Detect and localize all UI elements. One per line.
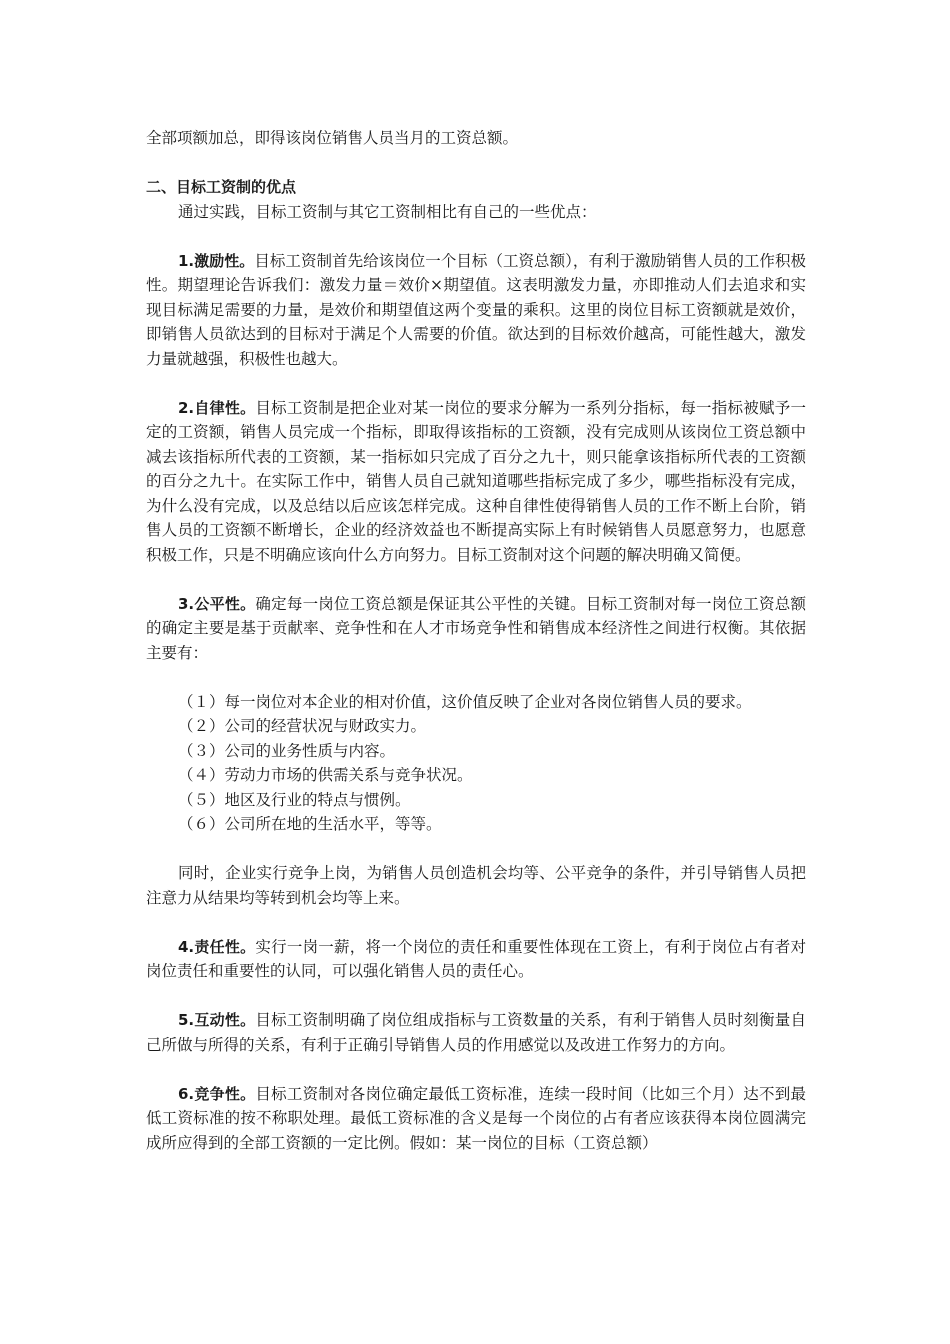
point-paragraph-responsibility [146, 935, 806, 984]
point-paragraph-competition [146, 1082, 806, 1156]
spacer [146, 567, 806, 592]
point-text: 目标工资制明确了岗位组成指标与工资数量的关系，有利于销售人员时刻衡量自己所做与所得的关系，有利于正确引导销售人员的作用感觉以及改进工作努力的方向。 [146, 1011, 806, 1054]
list-item: （５）地区及行业的特点与惯例。 [178, 790, 411, 809]
point-lead: 6.竞争性。 [178, 1084, 256, 1103]
point-lead: 1.激励性。 [178, 251, 255, 270]
spacer [146, 151, 806, 176]
spacer [146, 665, 806, 690]
basis-followup-paragraph: 同时，企业实行竞争上岗，为销售人员创造机会均等、公平竞争的条件，并引导销售人员把注意力从结果均等转到机会均等上来。 [146, 864, 806, 907]
spacer [146, 224, 806, 249]
list-item: （４）劳动力市场的供需关系与竞争状况。 [178, 766, 473, 784]
spacer [146, 984, 806, 1009]
list-item: （３）公司的业务性质与内容。 [178, 741, 396, 760]
point-text: 实行一岗一薪，将一个岗位的责任和重要性体现在工资上，有利于岗位占有者对岗位责任和重要性的认同，可以强化销售人员的责任心。 [146, 937, 806, 980]
point-paragraph-incentive [146, 249, 806, 372]
point-text: 目标工资制对各岗位确定最低工资标准，连续一段时间（比如三个月）达不到最低工资标准的按不称职处理。最低工资标准的含义是每一个岗位的占有者应该获得本岗位圆满完成所应得到的全部工资额的一定比例。假如：某一岗位的目标（工资总额） [146, 1084, 806, 1152]
spacer [146, 837, 806, 862]
list-item: （２）公司的经营状况与财政实力。 [178, 717, 427, 735]
spacer [146, 1057, 806, 1082]
point-text: 确定每一岗位工资总额是保证其公平性的关键。目标工资制对每一岗位工资总额的确定主要是基于贡献率、竞争性和在人才市场竞争性和销售成本经济性之间进行权衡。其依据主要有： [146, 594, 806, 662]
intro-tail-paragraph: 全部项额加总，即得该岗位销售人员当月的工资总额。 [146, 129, 519, 147]
list-item: （６）公司所在地的生活水平，等等。 [178, 815, 442, 833]
document-page [146, 126, 806, 1155]
spacer [146, 371, 806, 396]
point-text: 目标工资制首先给该岗位一个目标（工资总额），有利于激励销售人员的工作积极性。期望理论告诉我们：激发力量＝效价×期望值。这表明激发力量，亦即推动人们去追求和实现目标满足需要的力量，是效价和期望值这两个变量的乘积。这里的岗位目标工资额就是效价，即销售人员欲达到的目标对于满足个人需要的价值。欲达到的目标效价越高，可能性越大，激发力量就越强，积极性也越大。 [146, 251, 806, 368]
point-lead: 3.公平性。 [178, 594, 256, 613]
point-lead: 5.互动性。 [178, 1011, 256, 1029]
basis-list [146, 690, 806, 837]
section-intro-paragraph: 通过实践，目标工资制与其它工资制相比有自己的一些优点： [178, 202, 597, 221]
point-paragraph-interaction [146, 1008, 806, 1057]
point-text: 目标工资制是把企业对某一岗位的要求分解为一系列分指标，每一指标被赋予一定的工资额，销售人员完成一个指标，即取得该指标的工资额，没有完成则从该岗位工资总额中减去该指标所代表的工资额，某一指标如只完成了百分之九十，则只能拿该指标所代表的工资额的百分之九十。在实际工作中，销售人员自己就知道哪些指标完成了多少，哪些指标没有完成，为什么没有完成，以及总结以后应该怎样完成。这种自律性使得销售人员的工作不断上台阶，销售人员的工资额不断增长，企业的经济效益也不断提高实际上有时候销售人员愿意努力，也愿意积极工作，只是不明确应该向什么方向努力。目标工资制对这个问题的解决明确又简便。 [146, 398, 806, 564]
list-item: （１）每一岗位对本企业的相对价值，这价值反映了企业对各岗位销售人员的要求。 [178, 692, 752, 711]
point-paragraph-fairness [146, 592, 806, 666]
section-heading: 二、目标工资制的优点 [146, 178, 297, 196]
point-paragraph-self-discipline [146, 396, 806, 568]
spacer [146, 910, 806, 935]
point-lead: 4.责任性。 [178, 937, 256, 956]
point-lead: 2.自律性。 [178, 398, 256, 417]
